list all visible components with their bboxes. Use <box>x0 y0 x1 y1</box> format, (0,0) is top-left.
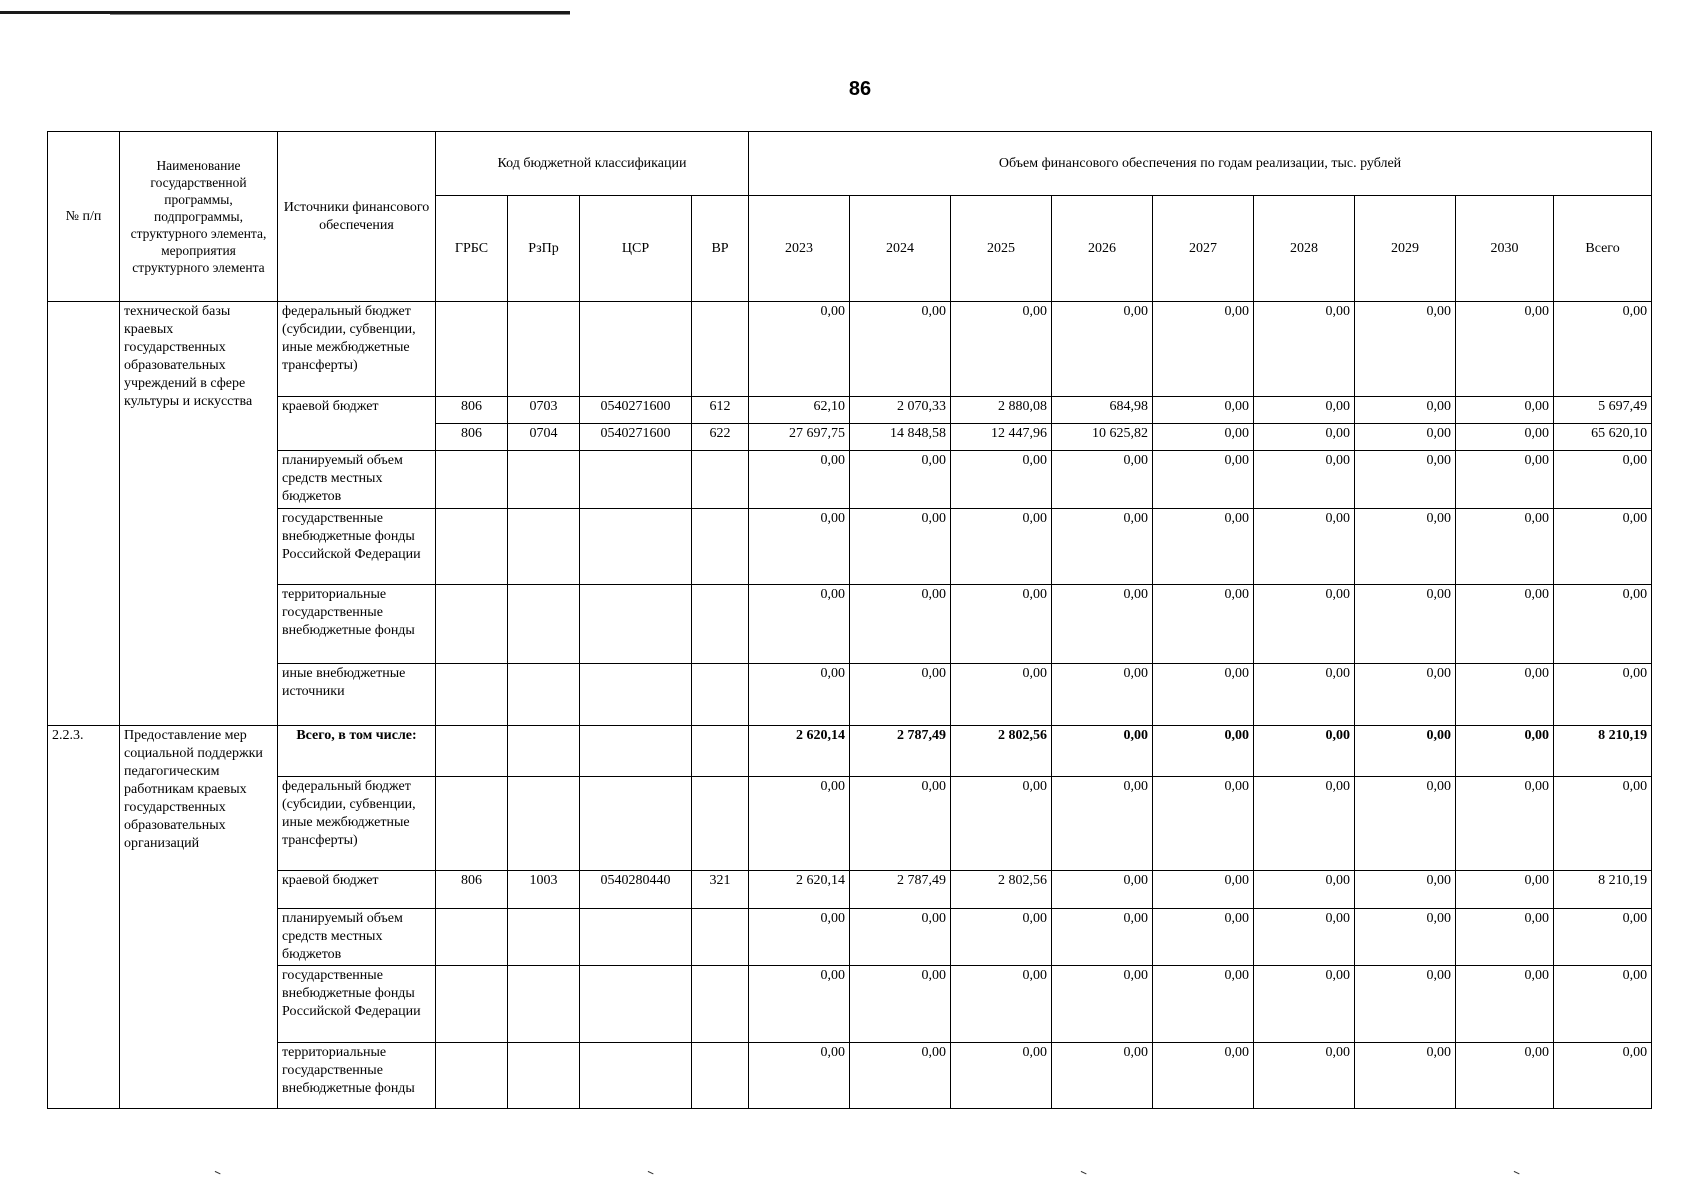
table-row <box>48 966 1652 1043</box>
value-year: 2 070,33 <box>850 397 951 424</box>
scan-mark <box>646 1171 653 1177</box>
value-year: 0,00 <box>749 777 850 871</box>
value-year: 0,00 <box>1153 424 1254 451</box>
header-year: 2029 <box>1355 196 1456 302</box>
funding-source: краевой бюджет <box>278 397 436 451</box>
table-row <box>48 777 1652 871</box>
value-year: 10 625,82 <box>1052 424 1153 451</box>
value-year: 0,00 <box>1355 424 1456 451</box>
code-grbs: 806 <box>436 424 508 451</box>
funding-source: планируемый объем средств местных бюджетов <box>278 909 436 966</box>
code-rzpr <box>508 726 580 777</box>
code-csr <box>580 777 692 871</box>
value-year: 0,00 <box>749 966 850 1043</box>
page-number: 86 <box>848 78 872 100</box>
header-num: № п/п <box>48 132 120 302</box>
value-year: 2 880,08 <box>951 397 1052 424</box>
value-year: 0,00 <box>1052 585 1153 664</box>
budget-table <box>47 131 1652 1109</box>
value-year: 0,00 <box>1052 966 1153 1043</box>
value-year: 0,00 <box>1153 777 1254 871</box>
value-year: 0,00 <box>749 509 850 585</box>
code-grbs: 806 <box>436 397 508 424</box>
value-total: 0,00 <box>1554 1043 1652 1109</box>
value-year: 0,00 <box>850 777 951 871</box>
value-year: 0,00 <box>1456 509 1554 585</box>
value-total: 0,00 <box>1554 966 1652 1043</box>
code-rzpr: 1003 <box>508 871 580 909</box>
value-year: 0,00 <box>1456 302 1554 397</box>
value-year: 684,98 <box>1052 397 1153 424</box>
value-year: 0,00 <box>951 664 1052 726</box>
value-year: 0,00 <box>1355 909 1456 966</box>
value-year: 0,00 <box>1052 664 1153 726</box>
value-year: 0,00 <box>1153 1043 1254 1109</box>
table-row <box>48 664 1652 726</box>
value-year: 0,00 <box>850 451 951 509</box>
value-year: 0,00 <box>850 509 951 585</box>
value-year: 0,00 <box>1052 1043 1153 1109</box>
value-year: 0,00 <box>1456 424 1554 451</box>
value-year: 0,00 <box>951 777 1052 871</box>
value-year: 0,00 <box>1254 871 1355 909</box>
code-grbs <box>436 451 508 509</box>
value-year: 0,00 <box>850 585 951 664</box>
top-rule-thin <box>110 14 570 15</box>
value-year: 0,00 <box>1355 966 1456 1043</box>
funding-source: краевой бюджет <box>278 871 436 909</box>
code-vr <box>692 726 749 777</box>
code-vr <box>692 509 749 585</box>
value-year: 0,00 <box>1355 451 1456 509</box>
value-total: 0,00 <box>1554 909 1652 966</box>
funding-source: планируемый объем средств местных бюджетов <box>278 451 436 509</box>
code-rzpr <box>508 509 580 585</box>
value-year: 0,00 <box>1153 509 1254 585</box>
scan-mark <box>213 1171 220 1177</box>
funding-source: Всего, в том числе: <box>278 726 436 777</box>
value-year: 0,00 <box>1254 424 1355 451</box>
table-body <box>48 302 1652 1109</box>
value-year: 0,00 <box>1355 302 1456 397</box>
code-rzpr <box>508 966 580 1043</box>
value-year: 0,00 <box>1254 777 1355 871</box>
value-year: 0,00 <box>1153 726 1254 777</box>
header-year: 2025 <box>951 196 1052 302</box>
code-vr <box>692 451 749 509</box>
value-year: 0,00 <box>1355 509 1456 585</box>
code-rzpr <box>508 302 580 397</box>
value-year: 0,00 <box>1153 966 1254 1043</box>
header-year: 2027 <box>1153 196 1254 302</box>
code-vr <box>692 777 749 871</box>
header-year: 2026 <box>1052 196 1153 302</box>
code-csr: 0540271600 <box>580 397 692 424</box>
header-source: Источники финансового обеспечения <box>278 132 436 302</box>
table-header <box>48 132 1652 302</box>
value-year: 0,00 <box>1355 397 1456 424</box>
value-year: 0,00 <box>1254 909 1355 966</box>
code-vr: 622 <box>692 424 749 451</box>
code-csr <box>580 302 692 397</box>
code-vr <box>692 664 749 726</box>
code-csr <box>580 509 692 585</box>
scan-mark <box>1512 1171 1519 1177</box>
header-csr: ЦСР <box>580 196 692 302</box>
value-year: 0,00 <box>951 302 1052 397</box>
value-year: 0,00 <box>749 1043 850 1109</box>
value-year: 0,00 <box>1153 871 1254 909</box>
table-row <box>48 397 1652 424</box>
value-year: 0,00 <box>1456 664 1554 726</box>
code-grbs <box>436 726 508 777</box>
funding-source: федеральный бюджет (субсидии, субвенции, иные межбюджетные трансферты) <box>278 777 436 871</box>
header-year: 2023 <box>749 196 850 302</box>
value-year: 0,00 <box>1052 909 1153 966</box>
row-name: Предоставление мер социальной поддержки педагогическим работникам краевых государственных образовательных организаций <box>120 726 278 1109</box>
value-year: 0,00 <box>1254 302 1355 397</box>
code-grbs: 806 <box>436 871 508 909</box>
code-vr <box>692 966 749 1043</box>
value-year: 2 802,56 <box>951 871 1052 909</box>
value-year: 0,00 <box>1254 451 1355 509</box>
code-csr <box>580 909 692 966</box>
value-year: 0,00 <box>1254 726 1355 777</box>
row-index <box>48 302 120 726</box>
code-rzpr <box>508 664 580 726</box>
header-year: 2024 <box>850 196 951 302</box>
code-vr: 321 <box>692 871 749 909</box>
funding-source: федеральный бюджет (субсидии, субвенции, иные межбюджетные трансферты) <box>278 302 436 397</box>
value-year: 0,00 <box>749 302 850 397</box>
value-year: 0,00 <box>1052 509 1153 585</box>
code-csr <box>580 585 692 664</box>
value-year: 62,10 <box>749 397 850 424</box>
value-year: 0,00 <box>1052 871 1153 909</box>
value-total: 65 620,10 <box>1554 424 1652 451</box>
value-year: 0,00 <box>1153 909 1254 966</box>
value-total: 0,00 <box>1554 509 1652 585</box>
value-year: 0,00 <box>1254 966 1355 1043</box>
value-year: 0,00 <box>951 451 1052 509</box>
value-total: 8 210,19 <box>1554 871 1652 909</box>
code-csr <box>580 451 692 509</box>
value-total: 0,00 <box>1554 777 1652 871</box>
value-year: 0,00 <box>1153 585 1254 664</box>
value-year: 0,00 <box>1254 585 1355 664</box>
header-year: 2028 <box>1254 196 1355 302</box>
code-grbs <box>436 909 508 966</box>
code-rzpr <box>508 451 580 509</box>
code-vr <box>692 1043 749 1109</box>
value-year: 12 447,96 <box>951 424 1052 451</box>
funding-source: государственные внебюджетные фонды Российской Федерации <box>278 966 436 1043</box>
value-year: 0,00 <box>1355 871 1456 909</box>
table-row <box>48 302 1652 397</box>
value-year: 0,00 <box>1254 664 1355 726</box>
code-rzpr: 0704 <box>508 424 580 451</box>
value-year: 0,00 <box>850 302 951 397</box>
header-volume-group: Объем финансового обеспечения по годам реализации, тыс. рублей <box>749 132 1652 196</box>
value-year: 0,00 <box>749 585 850 664</box>
code-csr <box>580 726 692 777</box>
code-grbs <box>436 302 508 397</box>
table-row <box>48 585 1652 664</box>
value-year: 0,00 <box>749 451 850 509</box>
value-year: 0,00 <box>1456 777 1554 871</box>
value-year: 0,00 <box>1254 397 1355 424</box>
code-rzpr <box>508 585 580 664</box>
header-grbs: ГРБС <box>436 196 508 302</box>
code-vr: 612 <box>692 397 749 424</box>
value-year: 0,00 <box>1355 777 1456 871</box>
value-year: 0,00 <box>951 909 1052 966</box>
value-year: 0,00 <box>1052 777 1153 871</box>
value-year: 2 620,14 <box>749 871 850 909</box>
value-total: 8 210,19 <box>1554 726 1652 777</box>
scan-mark <box>1079 1171 1086 1177</box>
value-year: 0,00 <box>951 966 1052 1043</box>
value-year: 0,00 <box>1153 302 1254 397</box>
value-total: 0,00 <box>1554 585 1652 664</box>
code-rzpr <box>508 1043 580 1109</box>
value-year: 0,00 <box>850 966 951 1043</box>
funding-source: государственные внебюджетные фонды Российской Федерации <box>278 509 436 585</box>
value-year: 0,00 <box>1456 451 1554 509</box>
header-code-group: Код бюджетной классификации <box>436 132 749 196</box>
code-grbs <box>436 585 508 664</box>
table-row <box>48 871 1652 909</box>
value-year: 0,00 <box>951 509 1052 585</box>
code-vr <box>692 302 749 397</box>
code-csr: 0540280440 <box>580 871 692 909</box>
value-year: 0,00 <box>1355 585 1456 664</box>
value-year: 0,00 <box>1456 397 1554 424</box>
value-year: 0,00 <box>850 664 951 726</box>
value-year: 27 697,75 <box>749 424 850 451</box>
value-total: 0,00 <box>1554 302 1652 397</box>
value-total: 5 697,49 <box>1554 397 1652 424</box>
value-year: 0,00 <box>1052 451 1153 509</box>
row-name: технической базы краевых государственных образовательных учреждений в сфере культуры и искусства <box>120 302 278 726</box>
header-rzpr: РзПр <box>508 196 580 302</box>
header-year: 2030 <box>1456 196 1554 302</box>
value-year: 0,00 <box>1153 397 1254 424</box>
value-year: 0,00 <box>1254 1043 1355 1109</box>
value-year: 0,00 <box>951 585 1052 664</box>
table-row <box>48 726 1652 777</box>
value-year: 2 787,49 <box>850 726 951 777</box>
value-year: 0,00 <box>951 1043 1052 1109</box>
code-vr <box>692 909 749 966</box>
value-year: 0,00 <box>1254 509 1355 585</box>
table-row <box>48 509 1652 585</box>
table-row <box>48 451 1652 509</box>
code-rzpr <box>508 777 580 871</box>
code-rzpr <box>508 909 580 966</box>
value-year: 0,00 <box>1355 1043 1456 1109</box>
value-year: 0,00 <box>1456 871 1554 909</box>
value-total: 0,00 <box>1554 451 1652 509</box>
code-grbs <box>436 509 508 585</box>
value-year: 14 848,58 <box>850 424 951 451</box>
value-year: 0,00 <box>1052 726 1153 777</box>
value-year: 0,00 <box>1456 726 1554 777</box>
value-year: 0,00 <box>1052 302 1153 397</box>
code-grbs <box>436 777 508 871</box>
code-csr: 0540271600 <box>580 424 692 451</box>
code-vr <box>692 585 749 664</box>
code-csr <box>580 664 692 726</box>
header-total: Всего <box>1554 196 1652 302</box>
value-year: 2 620,14 <box>749 726 850 777</box>
value-year: 0,00 <box>1456 966 1554 1043</box>
value-year: 2 802,56 <box>951 726 1052 777</box>
funding-source: иные внебюджетные источники <box>278 664 436 726</box>
code-csr <box>580 966 692 1043</box>
table-row <box>48 1043 1652 1109</box>
funding-source: территориальные государственные внебюджетные фонды <box>278 1043 436 1109</box>
code-grbs <box>436 664 508 726</box>
value-year: 0,00 <box>1456 1043 1554 1109</box>
header-name: Наименование государственной программы, подпрограммы, структурного элемента, мероприятия структурного элемента <box>120 132 278 302</box>
value-year: 0,00 <box>1153 451 1254 509</box>
value-year: 0,00 <box>1355 726 1456 777</box>
code-grbs <box>436 966 508 1043</box>
header-vr: ВР <box>692 196 749 302</box>
value-total: 0,00 <box>1554 664 1652 726</box>
value-year: 0,00 <box>850 1043 951 1109</box>
row-index: 2.2.3. <box>48 726 120 1109</box>
code-grbs <box>436 1043 508 1109</box>
funding-source: территориальные государственные внебюджетные фонды <box>278 585 436 664</box>
value-year: 0,00 <box>749 909 850 966</box>
code-csr <box>580 1043 692 1109</box>
value-year: 2 787,49 <box>850 871 951 909</box>
value-year: 0,00 <box>749 664 850 726</box>
value-year: 0,00 <box>1456 585 1554 664</box>
value-year: 0,00 <box>1456 909 1554 966</box>
value-year: 0,00 <box>1153 664 1254 726</box>
value-year: 0,00 <box>1355 664 1456 726</box>
value-year: 0,00 <box>850 909 951 966</box>
code-rzpr: 0703 <box>508 397 580 424</box>
table-row <box>48 909 1652 966</box>
